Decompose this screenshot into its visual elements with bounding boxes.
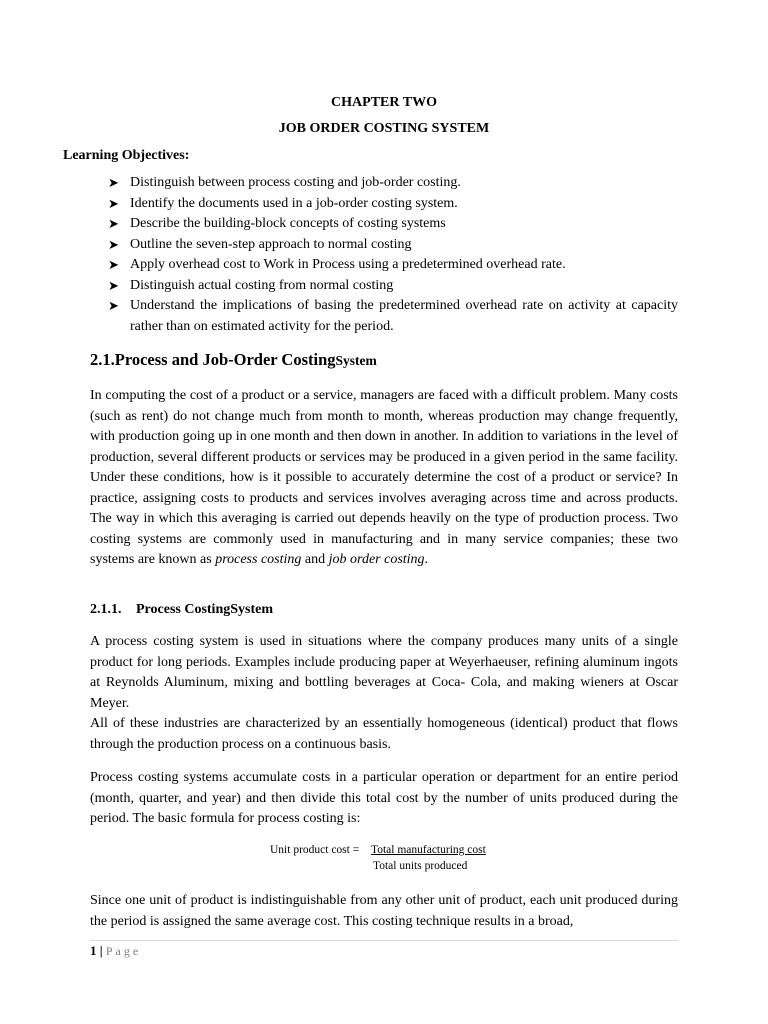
- page-number: 1: [90, 943, 97, 958]
- arrow-bullet-icon: ➤: [108, 257, 119, 272]
- arrow-bullet-icon: ➤: [108, 298, 119, 313]
- section-2-1-paragraph: In computing the cost of a product or a service, managers are faced with a difficult problem. Many costs (such as rent) do not change much from month to month, whereas production may change frequently, with production going up in one month and then down in another. In addition to variations in the level of production, several different products or services may be produced in a given period in the same facility. Under these conditions, how is it possible to accurately determine the cost of a product or service? In practice, assigning costs to products and services involves averaging across time and across products. The way in which this averaging is carried out depends heavily on the type of production process. Two costing systems are commonly used in manufacturing and in many service companies; these two systems are known as process costing and job order costing.: [90, 388, 678, 567]
- learning-objectives-heading: Learning Objectives:: [63, 148, 190, 163]
- footer-divider: [90, 940, 678, 941]
- formula-denominator: Total units produced: [373, 860, 468, 872]
- page-separator: |: [96, 943, 106, 958]
- process-costing-paragraph-2: All of these industries are characterized by an essentially homogeneous (identical) product that flows through the production process on a continuous basis.: [90, 716, 678, 752]
- arrow-bullet-icon: ➤: [108, 175, 119, 190]
- list-item: ➤ Describe the building-block concepts of costing systems: [108, 214, 678, 235]
- list-item: ➤ Outline the seven-step approach to normal costing: [108, 235, 678, 256]
- page-label: Page: [105, 944, 142, 958]
- list-item: ➤ Understand the implications of basing the predetermined overhead rate on activity at capacity rather than on estimated activity for the period.: [108, 298, 678, 334]
- list-item: ➤ Distinguish actual costing from normal costing: [108, 276, 678, 297]
- arrow-bullet-icon: ➤: [108, 277, 119, 293]
- chapter-number: CHAPTER TWO: [331, 95, 437, 110]
- process-costing-paragraph-3: Process costing systems accumulate costs in a particular operation or department for an entire period (month, quarter, and year) and then divide this total cost by the number of units produced during the period. The basic formula for process costing is:: [90, 770, 678, 826]
- list-item: ➤ Apply overhead cost to Work in Process using a predetermined overhead rate.: [108, 255, 678, 276]
- chapter-title: JOB ORDER COSTING SYSTEM: [278, 121, 490, 136]
- section-2-1-heading: 2.1.Process and Job-Order CostingSystem: [90, 350, 377, 369]
- learning-objectives-list: [108, 173, 678, 337]
- section-2-1-1-heading: 2.1.1. Process CostingSystem: [90, 602, 274, 617]
- arrow-bullet-icon: ➤: [108, 195, 119, 211]
- formula-numerator: Total manufacturing cost: [371, 844, 486, 856]
- arrow-bullet-icon: ➤: [108, 216, 119, 231]
- list-item: ➤ Distinguish between process costing and job-order costing.: [108, 173, 678, 194]
- page-footer: [90, 943, 141, 959]
- process-costing-paragraph-1: A process costing system is used in situations where the company produces many units of a single product for long periods. Examples include producing paper at Weyerhaeuser, refining aluminum ingots at Reynolds Aluminum, mixing and bottling beverages at Coca- Cola, and making wieners at Oscar Meyer.: [90, 634, 678, 711]
- list-item: ➤ Identify the documents used in a job-order costing system.: [108, 194, 678, 215]
- arrow-bullet-icon: ➤: [108, 236, 119, 252]
- process-costing-paragraph-4: Since one unit of product is indistinguishable from any other unit of product, each unit produced during the period is assigned the same average cost. This costing technique results in a broad,: [90, 893, 678, 929]
- formula-lhs: Unit product cost =: [270, 844, 360, 856]
